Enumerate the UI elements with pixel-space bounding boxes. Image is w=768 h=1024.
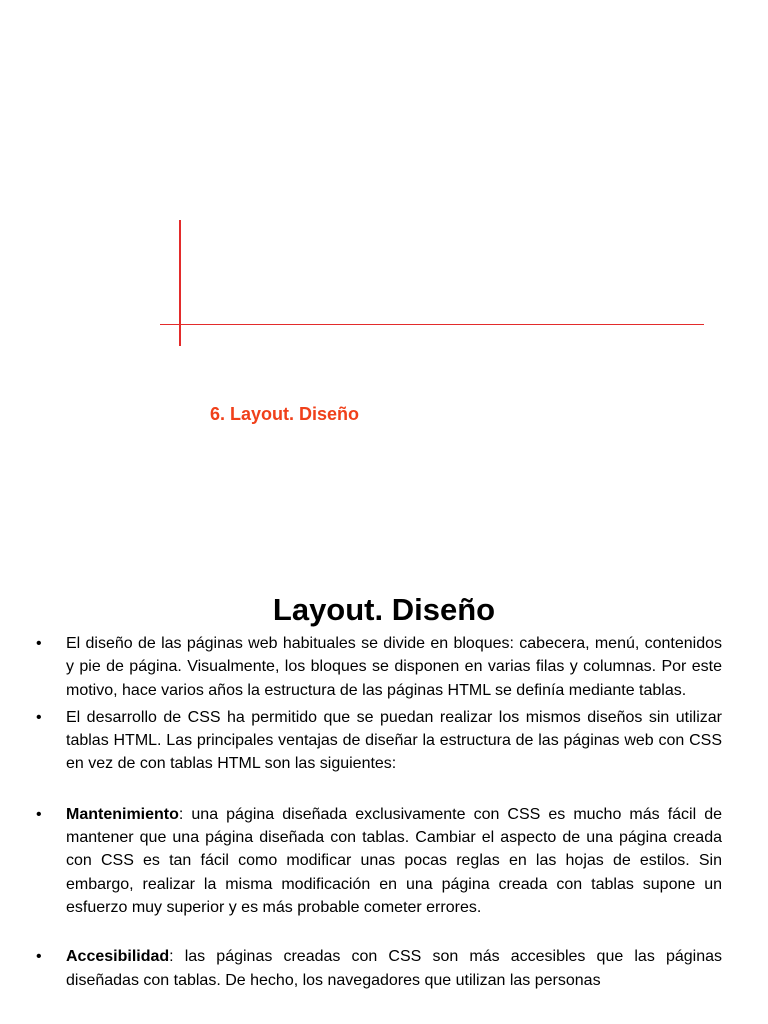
bullet-icon: •	[36, 948, 42, 966]
list-item	[36, 632, 722, 702]
list-item	[36, 945, 722, 992]
list-item	[36, 706, 722, 776]
bullet-term: Accesibilidad	[66, 948, 170, 966]
bullet-text: El desarrollo de CSS ha permitido que se puedan realizar los mismos diseños sin utilizar tablas HTML. Las principales ventajas de diseñar la estructura de las páginas web con CSS en vez de con tablas HTML son las siguientes:	[66, 708, 722, 773]
section-title: 6. Layout. Diseño	[210, 404, 360, 424]
bullet-text: : una página diseñada exclusivamente con CSS es mucho más fácil de mantener que una página diseñada con tablas. Cambiar el aspecto de una página creada con CSS es tan fácil como modificar unas pocas reglas en las hojas de estilos. Sin embargo, realizar la misma modificación en una página creada con tablas supone un esfuerzo muy superior y es más probable cometer errores.	[66, 805, 722, 916]
decorative-vertical-line	[179, 220, 181, 346]
bullet-text: El diseño de las páginas web habituales se divide en bloques: cabecera, menú, contenidos y pie de página. Visualmente, los bloques se disponen en varias filas y columnas. Por este motivo, hace varios años la estructura de las páginas HTML se definía mediante tablas.	[66, 635, 722, 699]
page-title: Layout. Diseño	[272, 592, 496, 627]
bullet-text: : las páginas creadas con CSS son más accesibles que las páginas diseñadas con tablas. De hecho, los navegadores que utilizan las personas	[66, 948, 722, 989]
bullet-list	[36, 632, 722, 992]
bullet-icon: •	[36, 635, 42, 652]
decorative-horizontal-line	[160, 324, 704, 325]
bullet-term: Mantenimiento	[66, 805, 179, 823]
bullet-icon: •	[36, 805, 42, 823]
list-item	[36, 803, 722, 919]
bullet-icon: •	[36, 708, 42, 726]
